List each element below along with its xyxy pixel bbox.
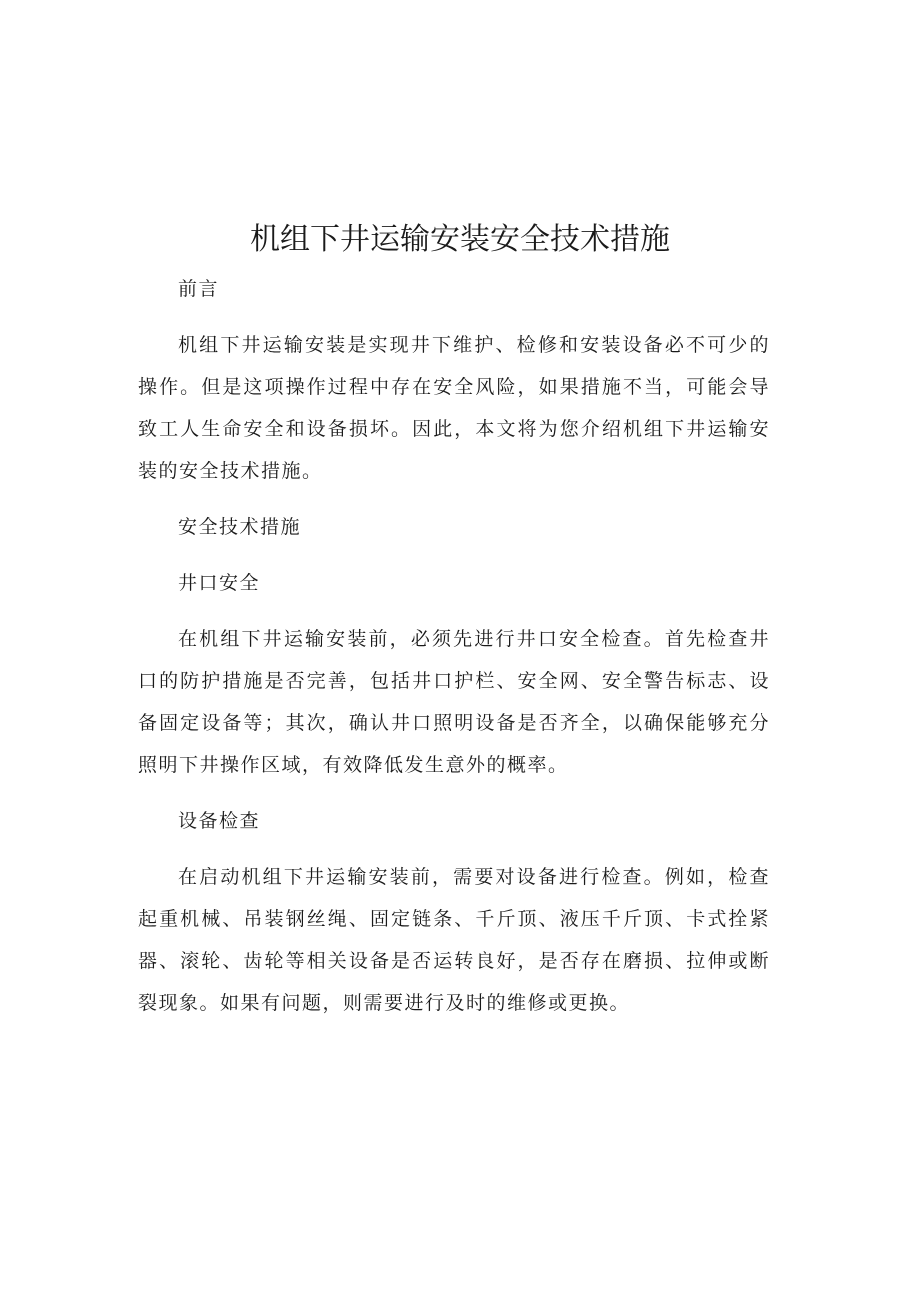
paragraph-equipment-inspection: 在启动机组下井运输安装前，需要对设备进行检查。例如，检查起重机械、吊装钢丝绳、固定链条、千斤顶、液压千斤顶、卡式拴紧器、滚轮、齿轮等相关设备是否运转良好，是否存在磨损、拉伸或断裂现象。如果有问题，则需要进行及时的维修或更换。 [138, 866, 770, 1014]
section-heading-safety-measures: 安全技术措施 [178, 516, 302, 538]
document-title: 机组下井运输安装安全技术措施 [250, 222, 670, 257]
subheading-wellhead-safety: 井口安全 [178, 572, 261, 594]
document-body [138, 268, 770, 1024]
paragraph-wellhead-safety: 在机组下井运输安装前，必须先进行井口安全检查。首先检查井口的防护措施是否完善，包括井口护栏、安全网、安全警告标志、设备固定设备等；其次，确认井口照明设备是否齐全，以确保能够充分照明下井操作区域，有效降低发生意外的概率。 [138, 628, 770, 776]
section-heading-preface: 前言 [178, 278, 220, 300]
subheading-equipment-inspection: 设备检查 [178, 810, 261, 832]
paragraph-intro: 机组下井运输安装是实现井下维护、检修和安装设备必不可少的操作。但是这项操作过程中存在安全风险，如果措施不当，可能会导致工人生命安全和设备损坏。因此，本文将为您介绍机组下井运输安装的安全技术措施。 [138, 334, 770, 482]
